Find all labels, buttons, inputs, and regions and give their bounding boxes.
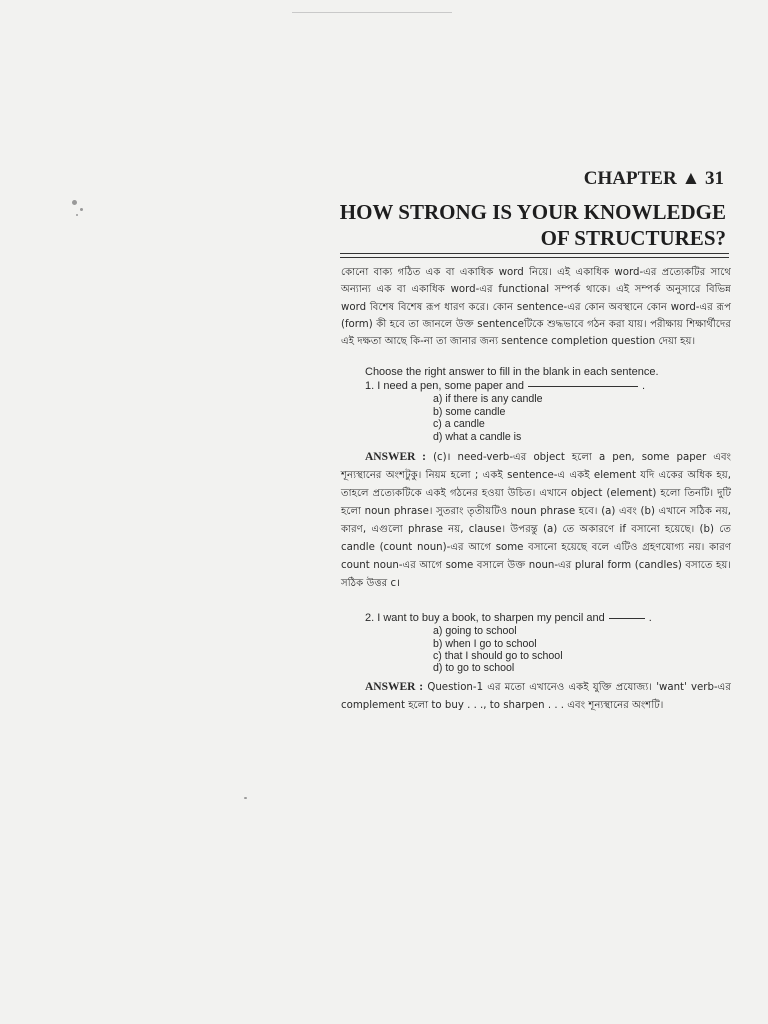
option-item: c) a candle bbox=[433, 418, 485, 431]
chapter-body bbox=[341, 264, 731, 715]
chapter-title: HOW STRONG IS YOUR KNOWLEDGE OF STRUCTURES? bbox=[339, 200, 726, 250]
option-item: c) that I should go to school bbox=[433, 649, 563, 662]
question-2-answer bbox=[341, 678, 731, 715]
question-2-end: . bbox=[648, 612, 652, 625]
scan-edge-line bbox=[292, 12, 452, 13]
question-2-stem bbox=[365, 612, 731, 625]
option-item: d) to go to school bbox=[433, 662, 515, 675]
option-item: d) what a candle is bbox=[433, 430, 522, 443]
question-2-options bbox=[433, 625, 731, 675]
scan-speck bbox=[244, 797, 247, 799]
scan-speck bbox=[80, 208, 83, 211]
answer-label: ANSWER : bbox=[365, 680, 424, 693]
option-item: b) when I go to school bbox=[433, 637, 537, 650]
exercise-instruction: Choose the right answer to fill in the blank in each sentence. bbox=[365, 366, 659, 379]
answer-explanation: Question-1 এর মতো এখানেও একই যুক্তি প্রযোজ্য। 'want' verb-এর complement হলো to buy . . ., to sharpen . . . এবং শূন্যস্থানের অংশটি। bbox=[341, 681, 731, 711]
answer-blank bbox=[609, 618, 645, 619]
question-1-answer bbox=[341, 448, 731, 593]
option-item: a) if there is any candle bbox=[433, 393, 543, 406]
answer-blank bbox=[528, 386, 638, 387]
question-1-options bbox=[433, 393, 731, 443]
option-item: b) some candle bbox=[433, 405, 506, 418]
question-1-stem bbox=[365, 380, 731, 393]
answer-label: ANSWER : bbox=[365, 451, 427, 464]
question-2-text: 2. I want to buy a book, to sharpen my pencil and bbox=[365, 612, 605, 625]
option-item: a) going to school bbox=[433, 625, 517, 638]
title-underline bbox=[340, 253, 729, 258]
intro-paragraph: কোনো বাক্য গঠিত এক বা একাধিক word নিয়ে। এই একাধিক word-এর প্রত্যেকটির সাথে অন্যান্য এক বা একাধিক word-এর functional সম্পর্ক থাকে। এই সম্পর্ক অনুসারে বিভিন্ন word বিশেষ বিশেষ রূপ ধারণ করে। কোন sentence-এর কোন অবস্থানে কোন word-এর রূপ (form) কী হবে তা জানলে উক্ত sentenceটিকে শুদ্ধভাবে গঠন করা যায়। পরীক্ষায় শিক্ষার্থীদের এই দক্ষতা আছে কি-না তা জানার জন্য sentence completion question দেয়া হয়। bbox=[341, 267, 731, 348]
scan-speck bbox=[72, 200, 77, 205]
answer-explanation: (c)। need-verb-এর object হলো a pen, some paper এবং শূন্যস্থানের অংশটুকু। নিয়ম হলো ; একই sentence-এ একই element যদি একের অধিক হয়, তাহলে প্রত্যেকটিকে একই গঠনের হওয়া উচিত। এখানে object (element) হলো তিনটি। দুটি হলো noun phrase। সুতরাং তৃতীয়টিও noun phrase হবে। (a) এবং (b) এখানে সঠিক নয়, কারণ, এগুলো phrase নয়, clause। উপরন্তু (a) তে অকারণে if বসানো হয়েছে। (b) তে candle (count noun)-এর আগে some বসানো হয়েছে বলে এটিও গ্রহণযোগ্য নয়। কারণ count noun-এর আগে some বসালে উক্ত noun-এর plural form (candles) বসাতে হয়। সঠিক উত্তর c। bbox=[341, 452, 732, 590]
chapter-label: CHAPTER ▲ 31 bbox=[583, 168, 724, 189]
question-1-end: . bbox=[642, 380, 646, 393]
question-1-text: 1. I need a pen, some paper and bbox=[365, 380, 525, 393]
scan-speck bbox=[76, 214, 78, 216]
